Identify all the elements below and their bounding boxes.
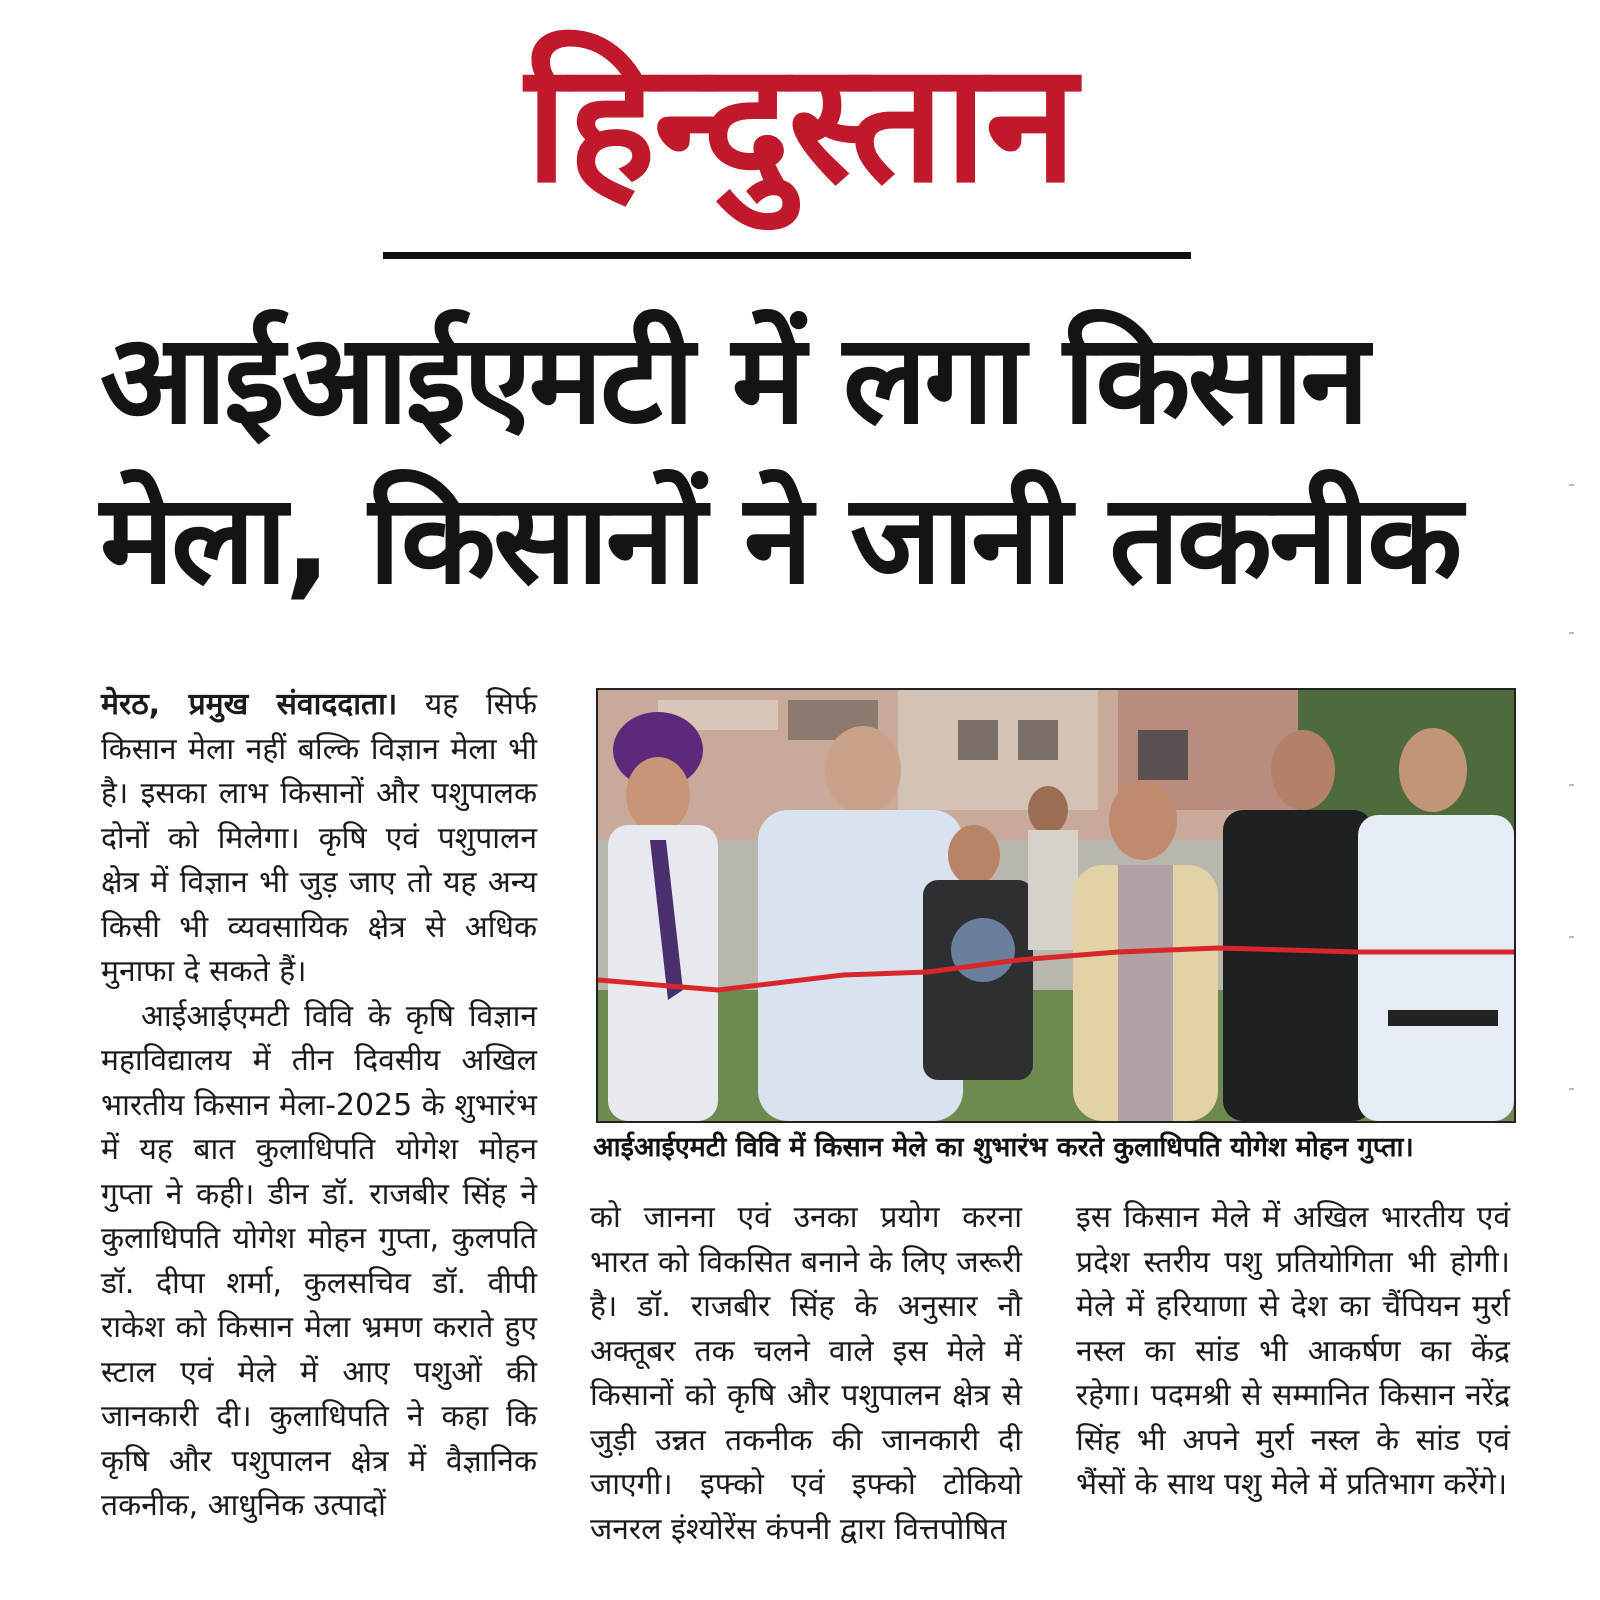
body-paragraph: आईआईएमटी विवि के कृषि विज्ञान महाविद्यालय में तीन दिवसीय अखिल भारतीय किसान मेला-2025 के शुभारंभ में यह बात कुलाधिपति योगेश मोहन गुप्ता ने कही। डीन डॉ. राजबीर सिंह ने कुलाधिपति योगेश मोहन गुप्ता, कुलपति डॉ. दीपा शर्मा, कुलसचिव डॉ. वीपी राकेश को किसान मेला भ्रमण कराते हुए स्टाल एवं मेले में आए पशुओं की जानकारी दी। कुलाधिपति ने कहा कि कृषि और पशुपालन क्षेत्र में वैज्ञानिक तकनीक, आधुनिक उत्पादों [101,998,537,1523]
headline-line-1: आईआईएमटी में लगा किसान [100,308,1367,452]
lead-paragraph [101,683,537,995]
lead-text: यह सिर्फ किसान मेला नहीं बल्कि विज्ञान मेला भी है। इसका लाभ किसानों और पशुपालक दोनों को मिलेगा। कृषि एवं पशुपालन क्षेत्र में विज्ञान भी जुड़ जाए तो यह अन्य किसी भी व्यवसायिक क्षेत्र से अधिक मुनाफा दे सकते हैं। [101,687,537,989]
masthead-rule [383,252,1191,259]
article-column-1 [101,683,537,1529]
dateline: मेरठ, प्रमुख संवाददाता। [101,687,398,722]
news-photo [596,688,1516,1123]
newspaper-masthead: हिन्दुस्तान [525,27,1075,219]
article-column-3 [1076,1196,1510,1508]
article-column-2 [590,1196,1022,1552]
column-3-text: इस किसान मेले में अखिल भारतीय एवं प्रदेश स्तरीय पशु प्रतियोगिता भी होगी। मेले में हरियाणा से देश का चैंपियन मुर्रा नस्ल का सांड भी आकर्षण का केंद्र रहेगा। पदमश्री से सम्मानित किसान नरेंद्र सिंह भी अपने मुर्रा नस्ल के सांड एवं भैंसों के साथ पशु मेले में प्रतिभाग करेंगे। [1076,1200,1510,1502]
photo-caption: आईआईएमटी विवि में किसान मेले का शुभारंभ करते कुलाधिपति योगेश मोहन गुप्ता। [593,1132,1414,1163]
headline-line-2: मेला, किसानों ने जानी तकनीक [100,468,1460,612]
ribbon-cutting-photo [598,690,1514,1121]
article-headline [100,300,1540,620]
column-2-text: को जानना एवं उनका प्रयोग करना भारत को विकसित बनाने के लिए जरूरी है। डॉ. राजबीर सिंह के अनुसार नौ अक्तूबर तक चलने वाले इस मेले में किसानों को कृषि और पशुपालन क्षेत्र से जुड़ी उन्नत तकनीक की जानकारी दी जाएगी। इफ्को एवं इफ्को टोकियो जनरल इंश्योरेंस कंपनी द्वारा वित्तपोषित [590,1200,1022,1547]
